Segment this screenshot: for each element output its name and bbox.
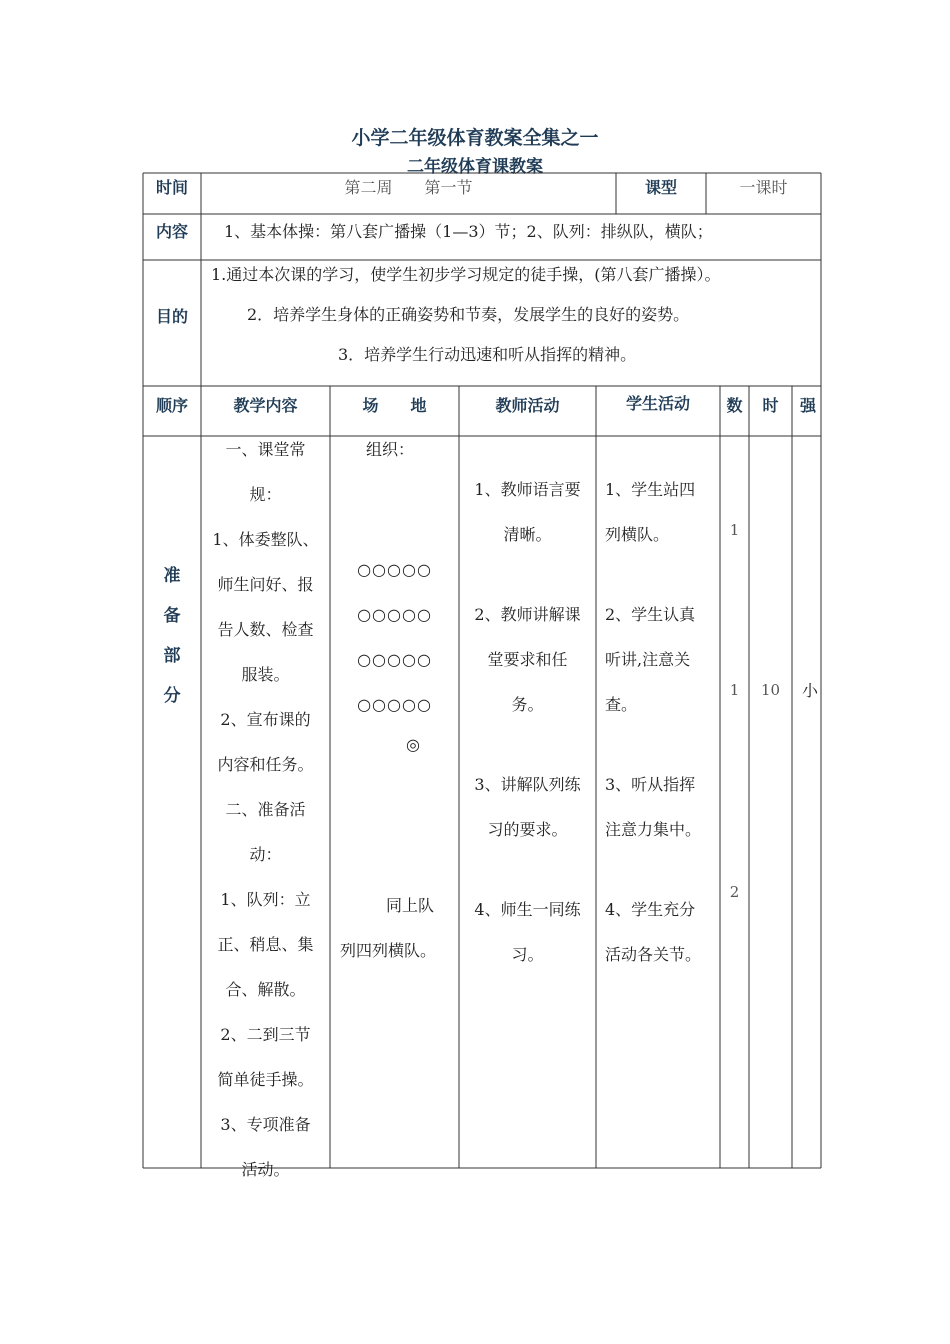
list-item: 1、教师语言要 <box>474 480 581 499</box>
list-item: 清晰。 <box>503 525 552 544</box>
list-item: 4、师生一同练 <box>474 900 581 919</box>
list-item: 听讲,注意关 <box>605 650 691 669</box>
list-item: 合、解散。 <box>225 980 306 999</box>
time-label: 时间 <box>155 178 188 197</box>
list-item: 2、二到三节 <box>220 1025 311 1044</box>
formation-row: ○○○○○ <box>357 560 432 579</box>
goal-item: 2．培养学生身体的正确姿势和节奏，发展学生的良好的姿势。 <box>247 305 690 324</box>
list-item: 师生问好、报 <box>217 575 314 594</box>
type-value: 一课时 <box>739 178 788 197</box>
col-order: 顺序 <box>155 396 188 415</box>
page-subtitle: 二年级体育课教案 <box>407 157 543 177</box>
col-student: 学生活动 <box>625 394 690 413</box>
list-item: 活动各关节。 <box>605 945 702 964</box>
count-value: 2 <box>729 883 740 901</box>
type-label: 课型 <box>644 178 677 197</box>
count-value: 1 <box>729 681 740 699</box>
col-time: 时 <box>762 396 779 415</box>
list-item: 一、课堂常 <box>225 440 306 459</box>
teacher-position-icon: ◎ <box>406 735 420 754</box>
student-activity-list <box>605 467 720 977</box>
venue-org: 组织： <box>366 440 415 459</box>
list-item: 服装。 <box>241 665 290 684</box>
col-intensity: 强 <box>800 396 817 415</box>
page-title: 小学二年级体育教案全集之一 <box>351 127 599 149</box>
list-item: 务。 <box>511 695 544 714</box>
list-item: 正、稍息、集 <box>217 935 314 954</box>
col-venue: 场 地 <box>362 396 427 415</box>
list-item: 规： <box>249 485 282 504</box>
list-item: 3、听从指挥 <box>605 775 696 794</box>
list-item: 查。 <box>605 695 638 714</box>
formation-row: ○○○○○ <box>357 605 432 624</box>
goal-item: 1.通过本次课的学习，使学生初步学习规定的徒手操，(第八套广播操）。 <box>211 265 721 284</box>
list-item: 1、体委整队、 <box>212 530 319 549</box>
list-item: 堂要求和任 <box>487 650 568 669</box>
list-item: 2、学生认真 <box>605 605 696 624</box>
list-item: 2、宣布课的 <box>220 710 311 729</box>
intensity-value: 小 <box>802 681 819 700</box>
formation-row: ○○○○○ <box>357 650 432 669</box>
col-teacher: 教师活动 <box>495 396 560 415</box>
list-item: 动： <box>249 845 282 864</box>
list-item: 告人数、检查 <box>217 620 314 639</box>
venue-note: 同上队 列四列横队。 <box>340 896 437 960</box>
list-item: 3、专项准备 <box>220 1115 311 1134</box>
goals-label: 目的 <box>155 307 188 326</box>
teacher-activity-list <box>459 467 596 977</box>
formation-row: ○○○○○ <box>357 695 432 714</box>
col-teach-content: 教学内容 <box>233 396 298 415</box>
time-minutes: 10 <box>760 681 781 699</box>
teach-content-list <box>201 427 330 1192</box>
list-item: 2、教师讲解课 <box>474 605 581 624</box>
col-count: 数 <box>726 396 743 415</box>
list-item: 内容和任务。 <box>217 755 314 774</box>
list-item: 简单徒手操。 <box>217 1070 314 1089</box>
list-item: 活动。 <box>241 1160 290 1179</box>
list-item: 1、学生站四 <box>605 480 696 499</box>
content-label: 内容 <box>155 222 188 241</box>
goal-item: 3．培养学生行动迅速和听从指挥的精神。 <box>338 345 637 364</box>
formation-grid <box>330 547 459 727</box>
list-item: 注意力集中。 <box>605 820 702 839</box>
section-name: 准 备 部 分 <box>163 566 181 706</box>
content-value: 1、基本体操：第八套广播操（1—3）节；2、队列：排纵队，横队； <box>224 222 713 241</box>
list-item: 习的要求。 <box>487 820 568 839</box>
count-value: 1 <box>729 521 740 539</box>
list-item: 4、学生充分 <box>605 900 696 919</box>
list-item: 3、讲解队列练 <box>474 775 581 794</box>
list-item: 列横队。 <box>605 525 670 544</box>
list-item: 1、队列：立 <box>220 890 311 909</box>
list-item: 二、准备活 <box>225 800 306 819</box>
time-value: 第二周 第一节 <box>344 178 473 197</box>
list-item: 习。 <box>511 945 544 964</box>
